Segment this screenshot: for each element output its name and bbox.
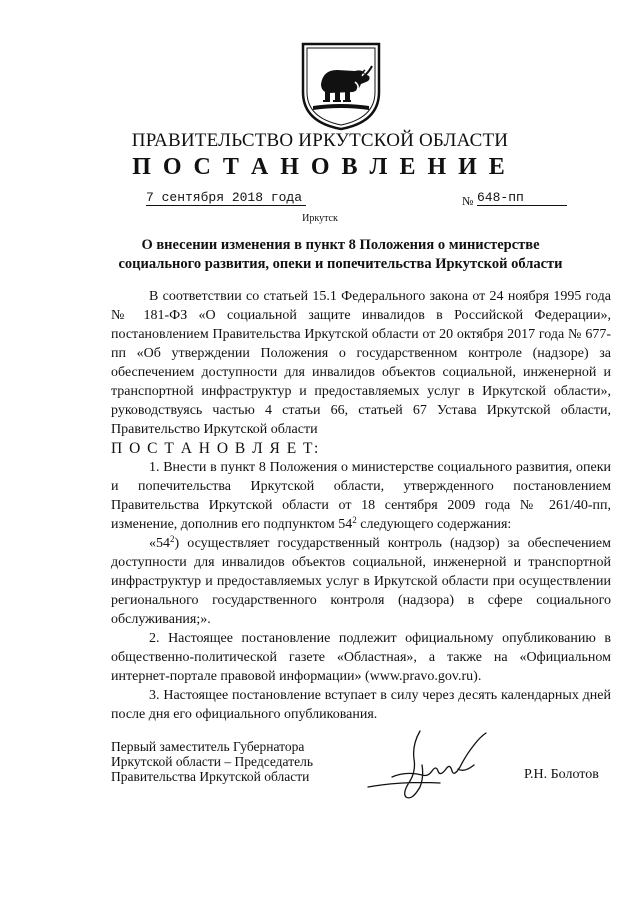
quote-text: ) осуществляет государственный контроль (надзор) за обеспечением доступности для инвалидов объектов социальной, инженерной и транспортной инфраструктур и предоставляемых услуг в Иркутской области при осуществлении регионального государственного контроля (надзора) в сфере социального обслуживания;». [111,536,611,627]
decree-number: 648-пп [477,190,567,206]
signatory-position [111,739,313,784]
government-name: ПРАВИТЕЛЬСТВО ИРКУТСКОЙ ОБЛАСТИ [131,130,509,151]
quoted-subitem-paragraph [111,534,611,629]
item-1-superscript: 2 [352,515,357,525]
decree-date: 7 сентября 2018 года [146,190,306,206]
handwritten-signature [362,725,502,805]
title-line: социального развития, опеки и попечительства Иркутской области [118,256,563,272]
decree-body [111,287,611,724]
item-3-paragraph: 3. Настоящее постановление вступает в силу через десять календарных дней после дня его официального опубликования. [111,688,611,722]
city: Иркутск [302,213,338,224]
quote-superscript: 2 [170,534,175,544]
position-line: Иркутской области – Председатель [111,754,313,769]
document-type: П О С Т А Н О В Л Е Н И Е [132,154,508,180]
coat-of-arms-icon [299,40,383,132]
quote-open: «54 [149,536,170,551]
item-1-paragraph [111,458,611,534]
position-line: Правительства Иркутской области [111,769,310,784]
signatory-name: Р.Н. Болотов [524,767,599,782]
number-sign: № [462,194,474,208]
item-1-text-end: следующего содержания: [356,517,512,532]
preamble-paragraph: В соответствии со статьей 15.1 Федерального закона от 24 ноября 1995 года № 181-ФЗ «О социальной защите инвалидов в Российской Федерации», постановлением Правительства Иркутской области от 20 октября 2017 года № 677-пп «Об утверждении Положения о государственном контроле (надзоре) за обеспечением доступности для инвалидов объектов социальной, инженерной и транспортной инфраструктур и предоставляемых услуг в Иркутской области», руководствуясь частью 4 статьи 66, статьей 67 Устава Иркутской области, Правительство Иркутской области [111,289,611,437]
item-1-text: 1. Внести в пункт 8 Положения о министерстве социального развития, опеки и попечительства Иркутской области, утвержденного постановлением Правительства Иркутской области от 18 сентября 2009 года № 261/40-пп, изменение, дополнив его подпунктом 54 [111,460,611,532]
resolves-heading: П О С Т А Н О В Л Я Е Т: [111,440,320,457]
position-line: Первый заместитель Губернатора [111,739,305,754]
item-2-paragraph: 2. Настоящее постановление подлежит официальному опубликованию в общественно-политической газете «Областная», а также на «Официальном интернет-портале правовой информации» (www.pravo.gov.ru). [111,631,611,684]
decree-title [108,236,573,274]
title-line: О внесении изменения в пункт 8 Положения о министерстве [141,237,540,253]
